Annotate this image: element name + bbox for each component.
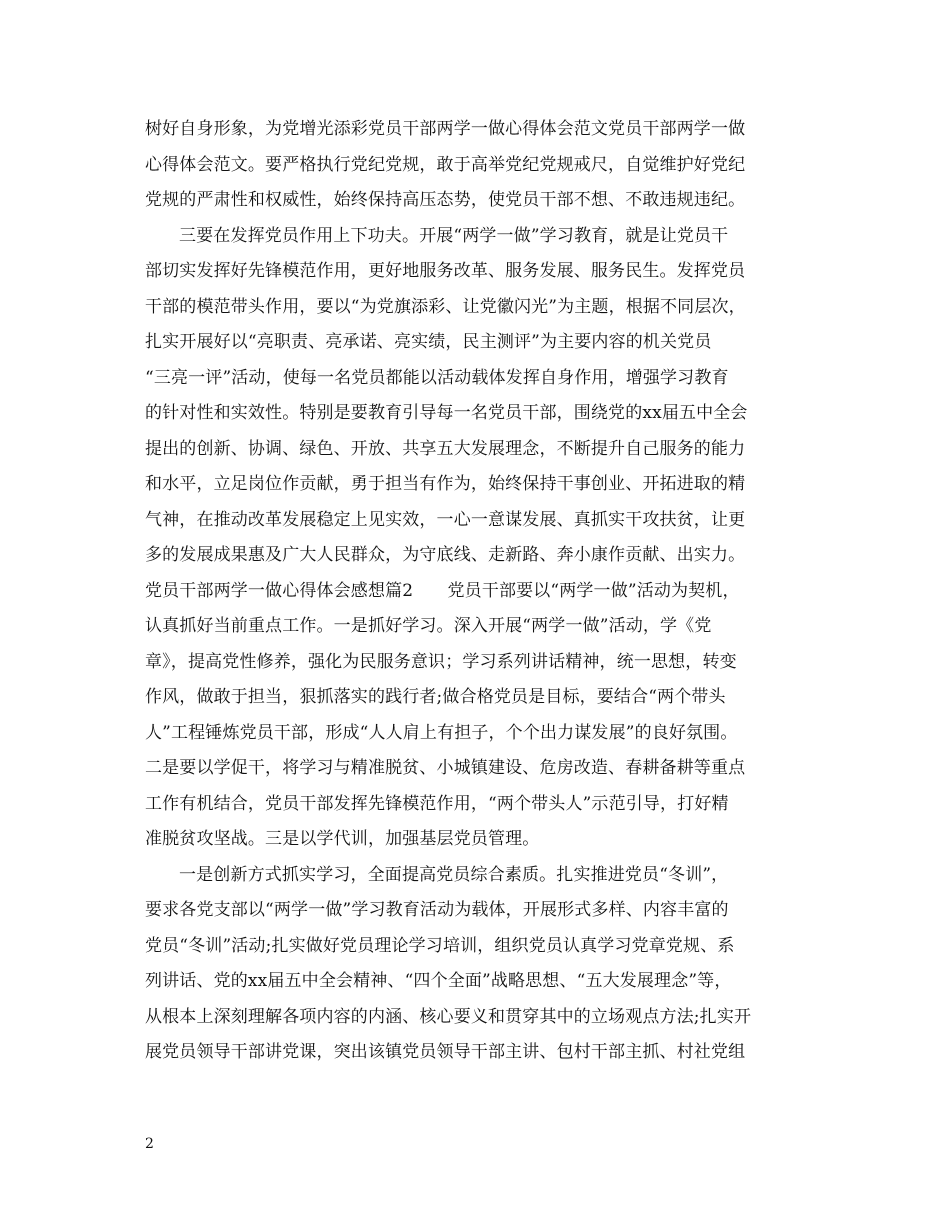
text-line: 部切实发挥好先锋模范作用，更好地服务改革、服务发展、服务民生。发挥党员: [145, 261, 746, 281]
text-line: 二是要以学促干，将学习与精准脱贫、小城镇建设、危房改造、春耕备耕等重点: [145, 758, 746, 778]
text-line: “三亮一评”活动，使每一名党员都能以活动载体发挥自身作用，增强学习教育: [145, 367, 729, 388]
section-title-line: 党员干部两学一做心得体会感想篇2 党员干部要以“两学一做”活动为契机，: [145, 580, 740, 601]
text-line: 心得体会范文。要严格执行党纪党规，敢于高举党纪党规戒尺，自觉维护好党纪: [145, 154, 746, 175]
text-line: 气神，在推动改革发展稳定上见实效，一心一意谋发展、真抓实干攻扶贫，让更: [145, 509, 746, 530]
text-line: 的针对性和实效性。特别是要教育引导每一名党员干部，围绕党的xx届五中全会: [145, 403, 748, 423]
text-line: 列讲话、党的xx届五中全会精神、“四个全面”战略思想、“五大发展理念”等，: [145, 971, 732, 991]
text-line: 提出的创新、协调、绿色、开放、共享五大发展理念，不断提升自己服务的能力: [145, 438, 746, 459]
paragraph-start-line: 一是创新方式抓实学习，全面提高党员综合素质。扎实推进党员“冬训”，: [179, 864, 729, 885]
text-line: 多的发展成果惠及广大人民群众，为守底线、走新路、奔小康作贡献、出实力。: [145, 545, 746, 565]
text-line: 准脱贫攻坚战。三是以学代训，加强基层党员管理。: [145, 829, 540, 849]
text-line: 党规的严肃性和权威性，始终保持高压态势，使党员干部不想、不敢违规违纪。: [145, 190, 746, 210]
text-line: 展党员领导干部讲党课，突出该镇党员领导干部主讲、包村干部主抓、村社党组: [145, 1042, 746, 1062]
text-line: 工作有机结合，党员干部发挥先锋模范作用，“两个带头人”示范引导，打好精: [145, 793, 729, 814]
text-line: 和水平，立足岗位作贡献，勇于担当有作为，始终保持干事创业、开拓进取的精: [145, 474, 746, 494]
text-line: 党员“冬训”活动;扎实做好党员理论学习培训，组织党员认真学习党章党规、系: [145, 935, 735, 956]
text-line: 从根本上深刻理解各项内容的内涵、核心要义和贯穿其中的立场观点方法;扎实开: [145, 1006, 752, 1027]
text-line: 要求各党支部以“两学一做”学习教育活动为载体，开展形式多样、内容丰富的: [145, 900, 729, 920]
text-line: 扎实开展好以“亮职责、亮承诺、亮实绩，民主测评”为主要内容的机关党员: [145, 332, 712, 352]
text-line: 章》，提高党性修养，强化为民服务意识；学习系列讲话精神，统一思想，转变: [145, 651, 737, 672]
text-line: 作风，做敢于担当，狠抓落实的践行者;做合格党员是目标，要结合“两个带头: [145, 687, 726, 707]
text-line: 树好自身形象，为党增光添彩党员干部两学一做心得体会范文党员干部两学一做: [145, 119, 746, 139]
text-line: 认真抓好当前重点工作。一是抓好学习。深入开展“两学一做”活动，学《党: [145, 616, 712, 636]
page-number: 2: [145, 1136, 154, 1152]
text-line: 人”工程锤炼党员干部，形成“人人肩上有担子，个个出力谋发展”的良好氛围。: [145, 722, 738, 743]
paragraph-start-line: 三要在发挥党员作用上下功夫。开展“两学一做”学习教育，就是让党员干: [179, 225, 729, 246]
text-line: 干部的模范带头作用，要以“为党旗添彩、让党徽闪光”为主题，根据不同层次，: [145, 296, 746, 317]
body-text: [145, 112, 810, 1071]
